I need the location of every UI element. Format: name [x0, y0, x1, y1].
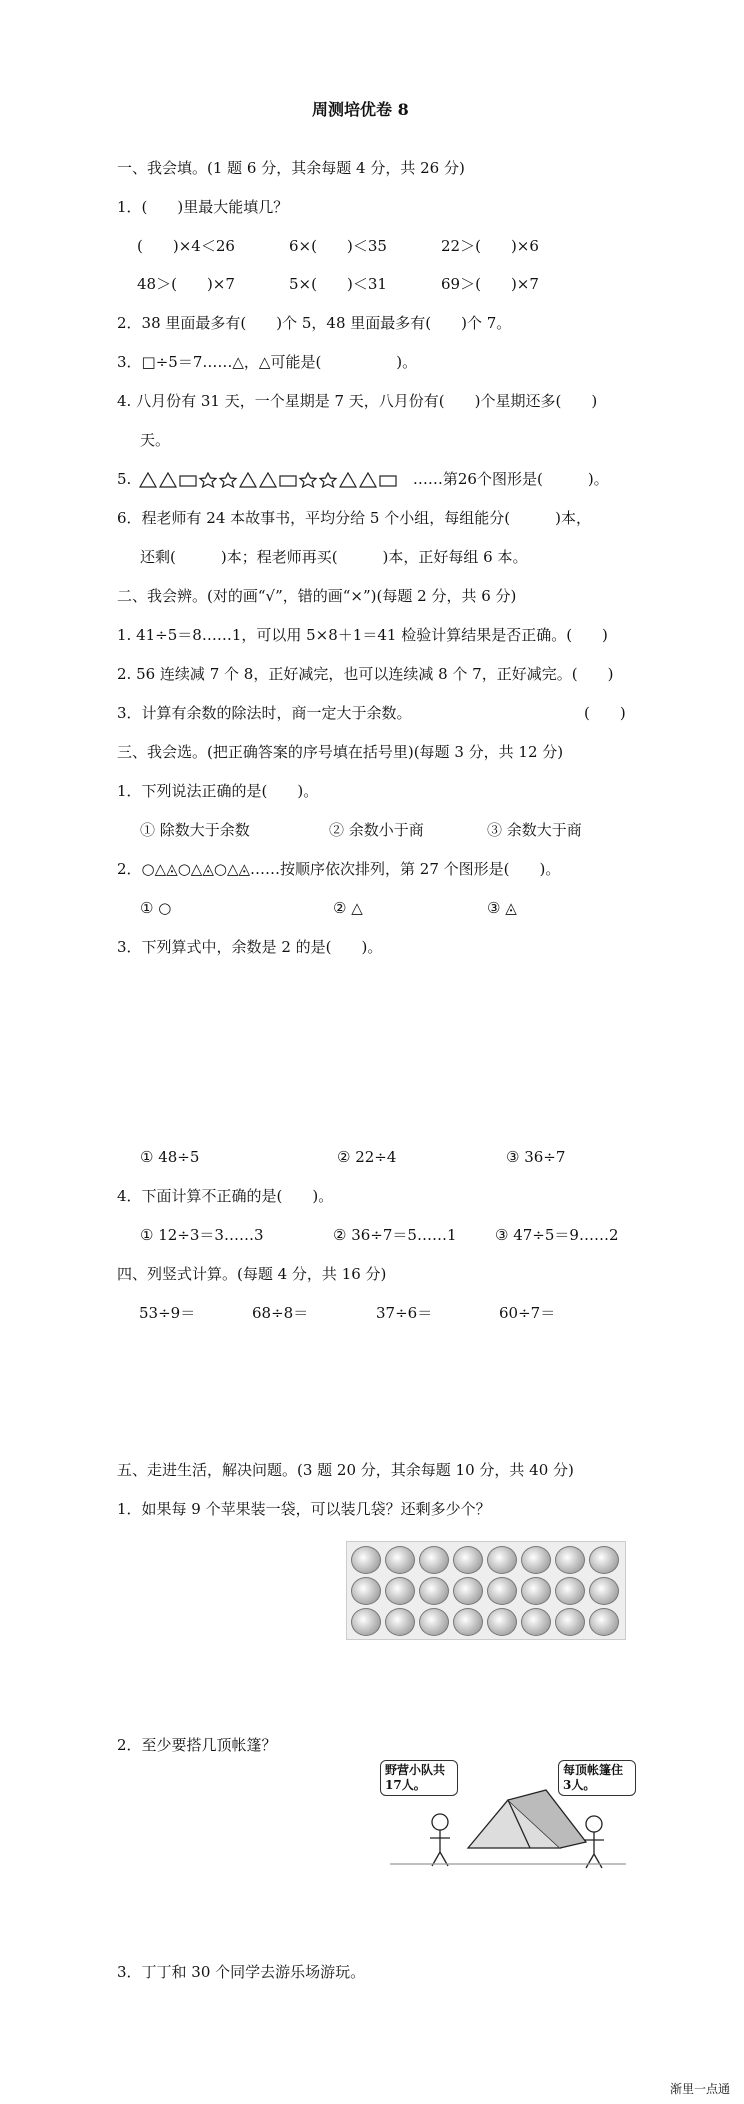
footer-brand: 渐里一点通	[669, 2082, 730, 2096]
p1-q1-r2c: 69＞( )×7	[441, 275, 539, 293]
calc-item-3: 37÷6＝	[376, 1304, 433, 1322]
p3-q3-opt2: ② 22÷4	[337, 1148, 397, 1166]
camping-illustration	[380, 1760, 636, 1872]
apple-icon	[453, 1608, 483, 1636]
p3-q4-opt1: ① 12÷3＝3……3	[140, 1226, 264, 1244]
p1-q1-r2a: 48＞( )×7	[137, 275, 235, 293]
apple-icon	[487, 1546, 517, 1574]
apple-icon	[487, 1577, 517, 1605]
shape-pattern-icon	[136, 471, 408, 489]
p1-q1-r1b: 6×( )＜35	[289, 237, 387, 255]
p1-q5	[117, 469, 609, 489]
apple-icon	[487, 1608, 517, 1636]
p3-q1-opt1: ① 除数大于余数	[140, 821, 250, 839]
apple-icon	[453, 1577, 483, 1605]
apple-icon	[385, 1577, 415, 1605]
p3-q1: 1．下列说法正确的是( )。	[117, 782, 319, 800]
p3-q4-opt3: ③ 47÷5＝9……2	[495, 1226, 619, 1244]
section-2-heading: 二、我会辨。(对的画“√”，错的画“×”)(每题 2 分，共 6 分)	[117, 587, 517, 605]
p3-q2: 2．○△◬○△◬○△◬……按顺序依次排列，第 27 个图形是( )。	[117, 860, 561, 878]
apple-icon	[521, 1608, 551, 1636]
p1-q6a: 6．程老师有 24 本故事书，平均分给 5 个小组，每组能分( )本，	[117, 509, 591, 527]
section-3-heading: 三、我会选。(把正确答案的序号填在括号里)(每题 3 分，共 12 分)	[117, 743, 564, 761]
p1-q5-num: 5.	[117, 470, 132, 488]
p2-q3: 3．计算有余数的除法时，商一定大于余数。	[117, 704, 412, 722]
apple-icon	[589, 1608, 619, 1636]
section-5-heading: 五、走进生活，解决问题。(3 题 20 分，其余每题 10 分，共 40 分)	[117, 1461, 574, 1479]
apple-icon	[419, 1546, 449, 1574]
p3-q1-opt3: ③ 余数大于商	[487, 821, 582, 839]
p3-q2-opt1: ① ○	[140, 899, 172, 917]
apple-icon	[453, 1546, 483, 1574]
p5-q1: 1．如果每 9 个苹果装一袋，可以装几袋？还剩多少个？	[117, 1500, 491, 1518]
p2-q1: 1. 41÷5＝8……1，可以用 5×8＋1＝41 检验计算结果是否正确。( )	[117, 626, 608, 644]
p1-q2: 2．38 里面最多有( )个 5，48 里面最多有( )个 7。	[117, 314, 512, 332]
p1-q1: 1．( )里最大能填几？	[117, 198, 289, 216]
p1-q4b: 天。	[140, 431, 171, 449]
speech-bubble-right: 每顶帐篷住3人。	[558, 1760, 636, 1796]
p3-q4-opt2: ② 36÷7＝5……1	[333, 1226, 457, 1244]
p3-q3: 3．下列算式中，余数是 2 的是( )。	[117, 938, 383, 956]
apple-icon	[419, 1608, 449, 1636]
apple-icon	[351, 1577, 381, 1605]
apple-icon	[555, 1546, 585, 1574]
apple-icon	[521, 1546, 551, 1574]
apple-icon	[521, 1577, 551, 1605]
apple-icon	[385, 1608, 415, 1636]
p3-q1-opt2: ② 余数小于商	[329, 821, 424, 839]
p1-q1-r1c: 22＞( )×6	[441, 237, 539, 255]
apple-icon	[555, 1577, 585, 1605]
apple-icon	[419, 1577, 449, 1605]
apple-icon	[351, 1608, 381, 1636]
calc-item-4: 60÷7＝	[499, 1304, 556, 1322]
p5-q2: 2．至少要搭几顶帐篷？	[117, 1736, 277, 1754]
p2-q2: 2. 56 连续减 7 个 8，正好减完，也可以连续减 8 个 7，正好减完。( )	[117, 665, 614, 683]
page-title: 周测培优卷 8	[312, 100, 409, 119]
p3-q2-opt3: ③ ◬	[487, 899, 517, 917]
p3-q3-opt3: ③ 36÷7	[506, 1148, 566, 1166]
p3-q3-opt1: ① 48÷5	[140, 1148, 200, 1166]
p1-q3: 3．□÷5＝7……△，△可能是( )。	[117, 353, 418, 371]
p3-q4: 4．下面计算不正确的是( )。	[117, 1187, 334, 1205]
apple-icon	[555, 1608, 585, 1636]
p1-q1-r2b: 5×( )＜31	[289, 275, 387, 293]
p1-q1-r1a: ( )×4＜26	[137, 237, 235, 255]
section-1-heading: 一、我会填。(1 题 6 分，其余每题 4 分，共 26 分)	[117, 159, 465, 177]
apple-icon	[589, 1546, 619, 1574]
calc-item-1: 53÷9＝	[139, 1304, 196, 1322]
calc-item-2: 68÷8＝	[252, 1304, 309, 1322]
p2-q3-paren: ( )	[584, 704, 626, 722]
p1-q4a: 4. 八月份有 31 天，一个星期是 7 天，八月份有( )个星期还多( )	[117, 392, 598, 410]
speech-bubble-left: 野营小队共17人。	[380, 1760, 458, 1796]
p1-q5-text: ……第26个图形是( )。	[412, 470, 609, 488]
p5-q3: 3．丁丁和 30 个同学去游乐场游玩。	[117, 1963, 366, 1981]
apple-icon	[385, 1546, 415, 1574]
apple-icon	[589, 1577, 619, 1605]
p1-q6b: 还剩( )本；程老师再买( )本，正好每组 6 本。	[140, 548, 528, 566]
apple-icon	[351, 1546, 381, 1574]
section-4-heading: 四、列竖式计算。(每题 4 分，共 16 分)	[117, 1265, 387, 1283]
apples-picture	[346, 1541, 626, 1640]
p3-q2-opt2: ② △	[333, 899, 363, 917]
